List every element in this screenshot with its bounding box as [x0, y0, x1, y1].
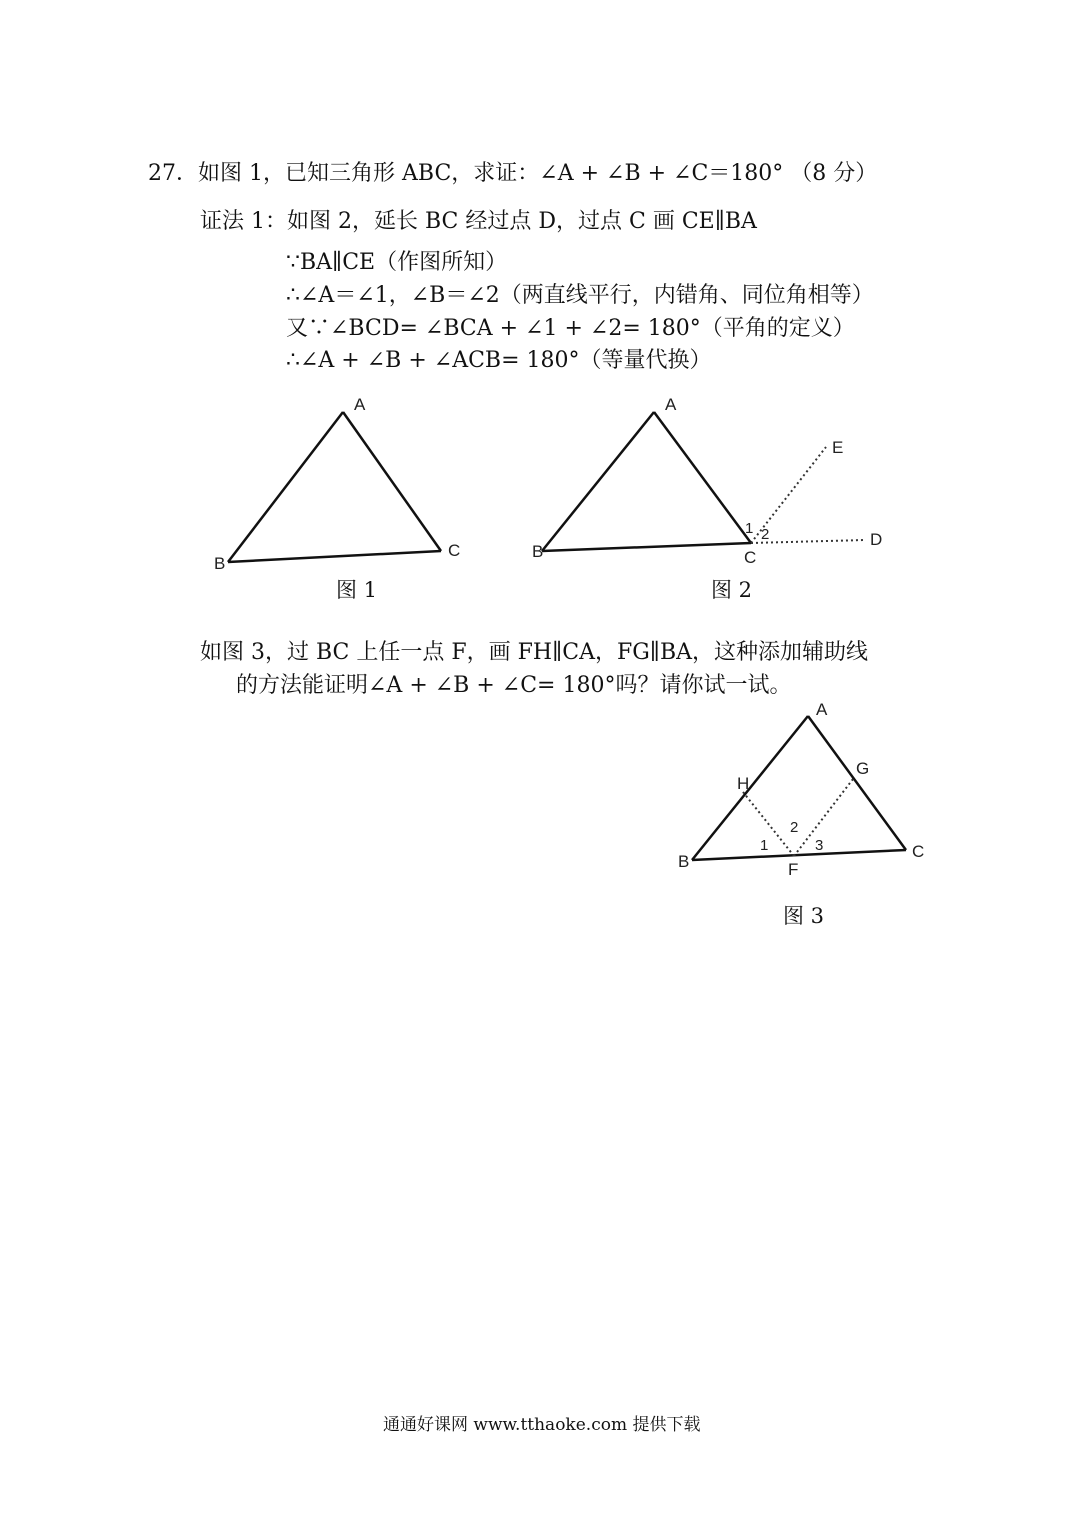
- fig2-label-e: E: [832, 438, 844, 457]
- problem-statement: 27．如图 1，已知三角形 ABC，求证：∠A + ∠B + ∠C＝180° （8 分）: [148, 161, 878, 186]
- fig1-label-a: A: [354, 395, 366, 414]
- fig2-angle-1: 1: [745, 520, 754, 537]
- fig1-label-b: B: [214, 554, 226, 573]
- fig3-label-f: F: [788, 860, 799, 879]
- figure-1-caption: 图 1: [336, 578, 378, 602]
- figure-3-caption: 图 3: [783, 904, 825, 928]
- question-part-2-line-1: 如图 3，过 BC 上任一点 F，画 FH∥CA，FG∥BA，这种添加辅助线: [200, 640, 869, 665]
- fig3-label-g: G: [856, 759, 870, 778]
- fig3-label-c: C: [912, 842, 925, 861]
- figure-1-triangle: [200, 385, 490, 580]
- proof-step-conclusion: ∴∠A + ∠B + ∠ACB= 180°（等量代换）: [286, 348, 712, 373]
- figure-2-caption: 图 2: [711, 578, 753, 602]
- fig3-label-h: H: [737, 774, 750, 793]
- fig3-angle-2: 2: [790, 819, 799, 836]
- fig2-angle-2: 2: [761, 526, 770, 543]
- fig3-label-b: B: [678, 852, 690, 871]
- fig3-angle-3: 3: [815, 837, 824, 854]
- question-part-2-line-2: 的方法能证明∠A + ∠B + ∠C= 180°吗？请你试一试。: [236, 673, 792, 698]
- fig2-label-c: C: [744, 548, 757, 567]
- proof-step-parallel: ∴∠A＝∠1，∠B＝∠2（两直线平行，内错角、同位角相等）: [286, 283, 874, 308]
- fig3-angle-1: 1: [760, 837, 769, 854]
- figure-3-triangle-auxiliary: [670, 695, 930, 885]
- fig2-label-d: D: [870, 530, 883, 549]
- figure-2-triangle-extended: [520, 385, 890, 580]
- fig2-label-a: A: [665, 395, 677, 414]
- proof-step-given: ∵BA∥CE（作图所知）: [286, 250, 508, 275]
- fig1-label-c: C: [448, 541, 461, 560]
- proof-method-1: 证法 1：如图 2，延长 BC 经过点 D，过点 C 画 CE∥BA: [200, 209, 757, 234]
- fig2-label-b: B: [532, 542, 544, 561]
- proof-step-straight-angle: 又∵∠BCD= ∠BCA + ∠1 + ∠2= 180°（平角的定义）: [286, 316, 855, 341]
- fig3-label-a: A: [816, 700, 828, 719]
- footer-credit: 通通好课网 www.tthaoke.com 提供下载: [383, 1415, 701, 1435]
